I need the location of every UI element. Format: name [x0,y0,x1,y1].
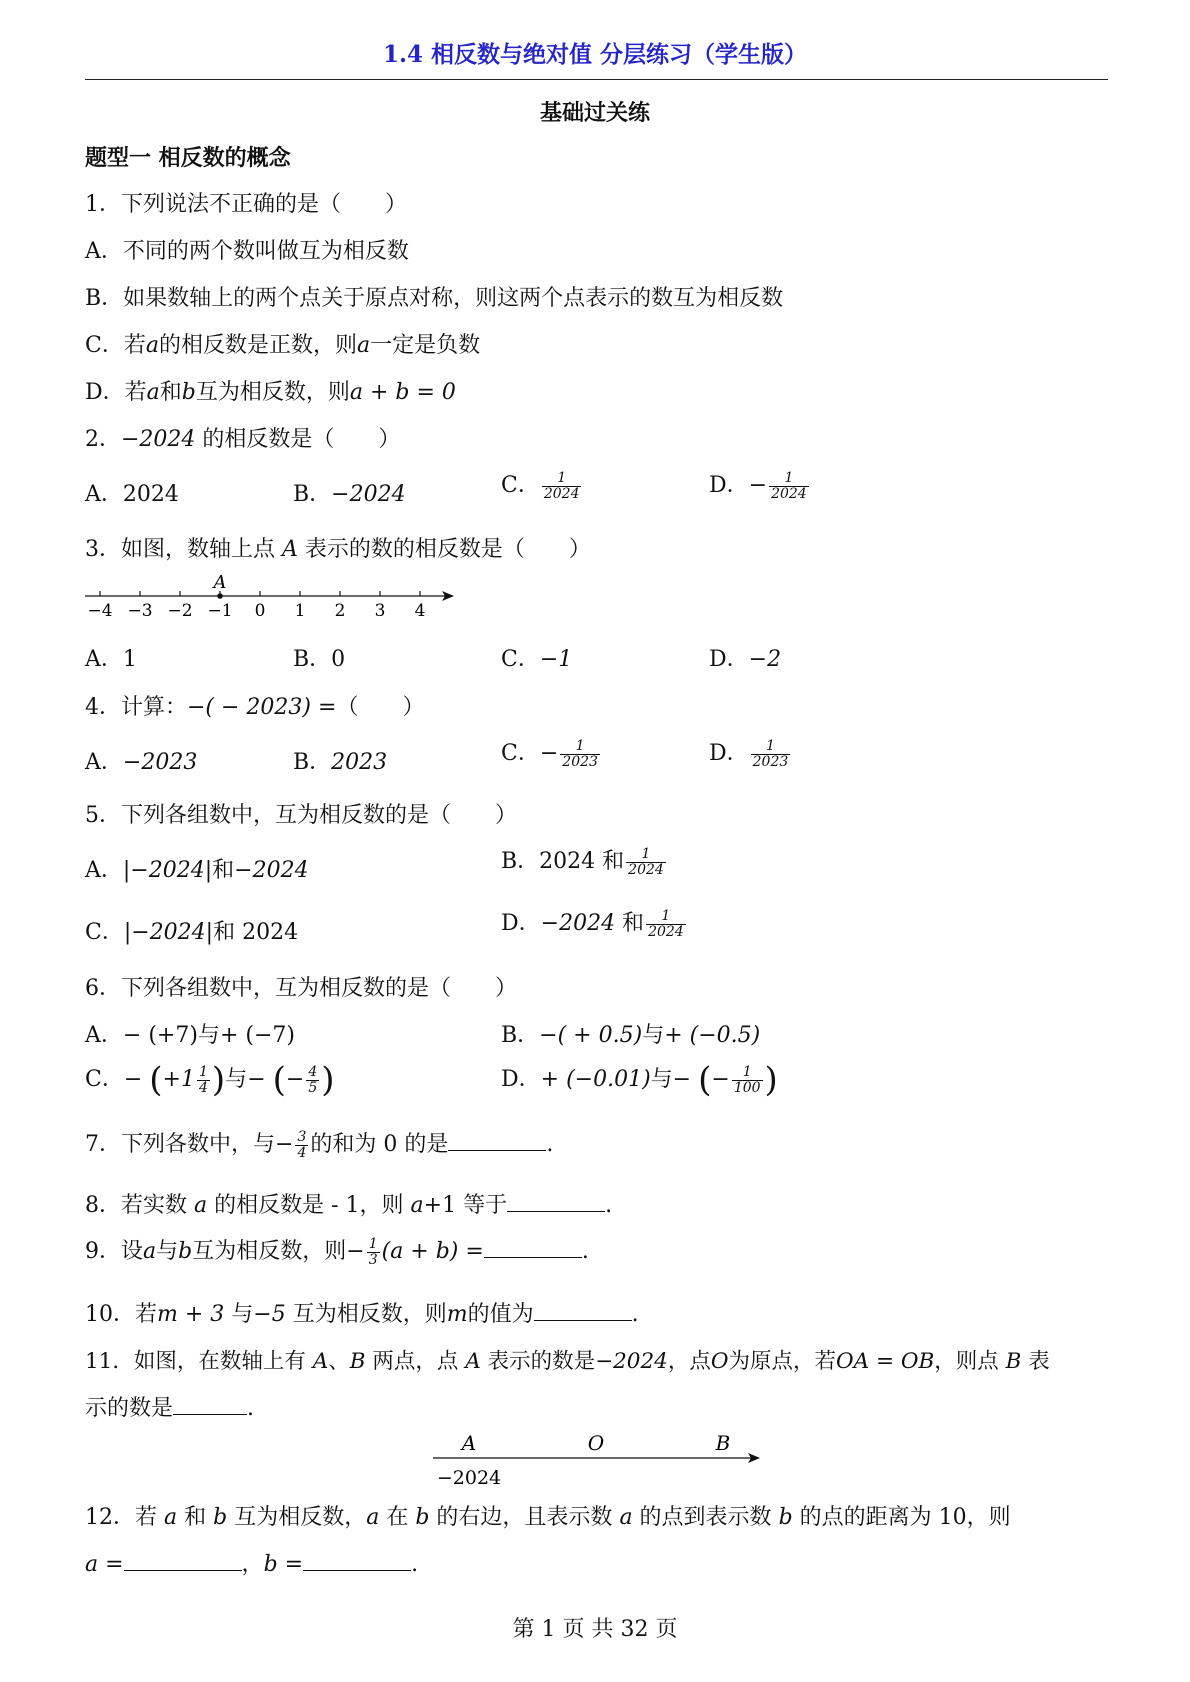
q2-option-a: A．2024 [85,482,179,507]
q2-option-d: D．− $\frac{1}{2024}$ [709,469,807,502]
q9-answer-blank[interactable] [484,1237,582,1258]
q11-label-b: B [715,1431,731,1455]
q4-option-a: A．−2023 [85,750,198,775]
tick-label: 0 [254,601,266,621]
q6-option-d: D．+ (−0.01)与− (− $\frac{1}{100}$ ) [501,1060,778,1100]
tick-label: 2 [334,601,346,621]
q11-label-a-value: −2024 [436,1467,502,1489]
q2-option-c: C． $\frac{1}{2024}$ [501,469,580,502]
q3-option-c: C．−1 [501,647,573,672]
q11-line2: 示的数是 . [85,1396,255,1421]
tick-label: −4 [87,601,113,621]
q12-answer-a-blank[interactable] [124,1550,242,1571]
q11-label-o: O [587,1431,605,1455]
q1-stem: 1．下列说法不正确的是（ ） [85,192,407,217]
q3-option-b: B．0 [293,647,346,672]
q2-option-b: B．−2024 [293,482,406,507]
q6-option-b: B．−( + 0.5)与+ (−0.5) [501,1023,761,1048]
q3-stem: 3．如图，数轴上点 A 表示的数的相反数是（ ） [85,537,591,562]
q8: 8．若实数 a 的相反数是 - 1，则 a+1 等于 . [85,1193,613,1218]
q12-line2: a = ，b = . [85,1552,419,1577]
q6-option-a: A．− (+7)与+ (−7) [85,1023,295,1048]
tick-label: −2 [167,601,193,621]
q1-option-c: C．若a的相反数是正数，则a一定是负数 [85,333,481,358]
q5-option-b: B．2024 和 $\frac{1}{2024}$ [501,845,664,878]
q5-option-c: C．|−2024|和 2024 [85,920,299,945]
q8-answer-blank[interactable] [507,1191,605,1212]
q11-line1: 11．如图，在数轴上有 A、B 两点，点 A 表示的数是−2024，点O为原点，若OA = OB，则点 B 表 [85,1349,1050,1374]
q11-label-a: A [461,1431,477,1455]
q3-option-d: D．−2 [709,647,782,672]
q3-option-a: A．1 [85,647,137,672]
q1-option-b: B．如果数轴上的两个点关于原点对称，则这两个点表示的数互为相反数 [85,286,784,311]
q12-line1: 12．若 a 和 b 互为相反数，a 在 b 的右边，且表示数 a 的点到表示数 b 的点的距离为 10，则 [85,1505,1011,1530]
q5-option-a: A．|−2024|和−2024 [85,858,309,883]
question-type-heading: 题型一 相反数的概念 [85,145,291,171]
point-a-marker [217,593,223,599]
q6-option-c: C．− (+1 $\frac{1}{4}$ )与− (− $\frac{4}{5}$ ) [85,1060,335,1100]
tick-label: 1 [294,601,306,621]
q4-option-b: B．2023 [293,750,388,775]
tick-label: 3 [374,601,386,621]
point-a-label: A [213,572,227,593]
q10-answer-blank[interactable] [534,1300,632,1321]
q7: 7．下列各数中，与− $\frac{3}{4}$ 的和为 0 的是 . [85,1128,554,1161]
section-title: 基础过关练 [539,100,650,126]
header-divider [85,79,1108,80]
q11-number-line [425,1428,765,1492]
q4-option-c: C．− $\frac{1}{2023}$ [501,737,598,770]
q2-stem: 2．−2024 的相反数是（ ） [85,427,401,452]
tick-label: 4 [414,601,426,621]
q3-number-line [80,572,460,624]
q5-stem: 5．下列各组数中，互为相反数的是（ ） [85,803,517,828]
q5-option-d: D．−2024 和 $\frac{1}{2024}$ [501,907,684,940]
page-title: 1.4 相反数与绝对值 分层练习（学生版） [382,41,808,68]
q4-option-d: D． $\frac{1}{2023}$ [709,737,789,770]
page-footer: 第 1 页 共 32 页 [512,1617,678,1642]
q11-answer-blank[interactable] [173,1394,247,1415]
tick-label: −3 [127,601,153,621]
q9: 9．设a与b互为相反数，则− $\frac{1}{3}$ (a + b) = . [85,1235,589,1268]
q4-stem: 4．计算：−( − 2023) =（ ） [85,695,425,720]
q6-stem: 6．下列各组数中，互为相反数的是（ ） [85,976,517,1001]
tick-label: −1 [207,601,233,621]
q1-option-a: A．不同的两个数叫做互为相反数 [85,239,409,264]
q12-answer-b-blank[interactable] [303,1550,411,1571]
q10: 10．若m + 3 与−5 互为相反数，则m的值为 . [85,1302,639,1327]
q1-option-d: D．若a和b互为相反数，则a + b = 0 [85,380,456,405]
q7-answer-blank[interactable] [448,1130,546,1151]
